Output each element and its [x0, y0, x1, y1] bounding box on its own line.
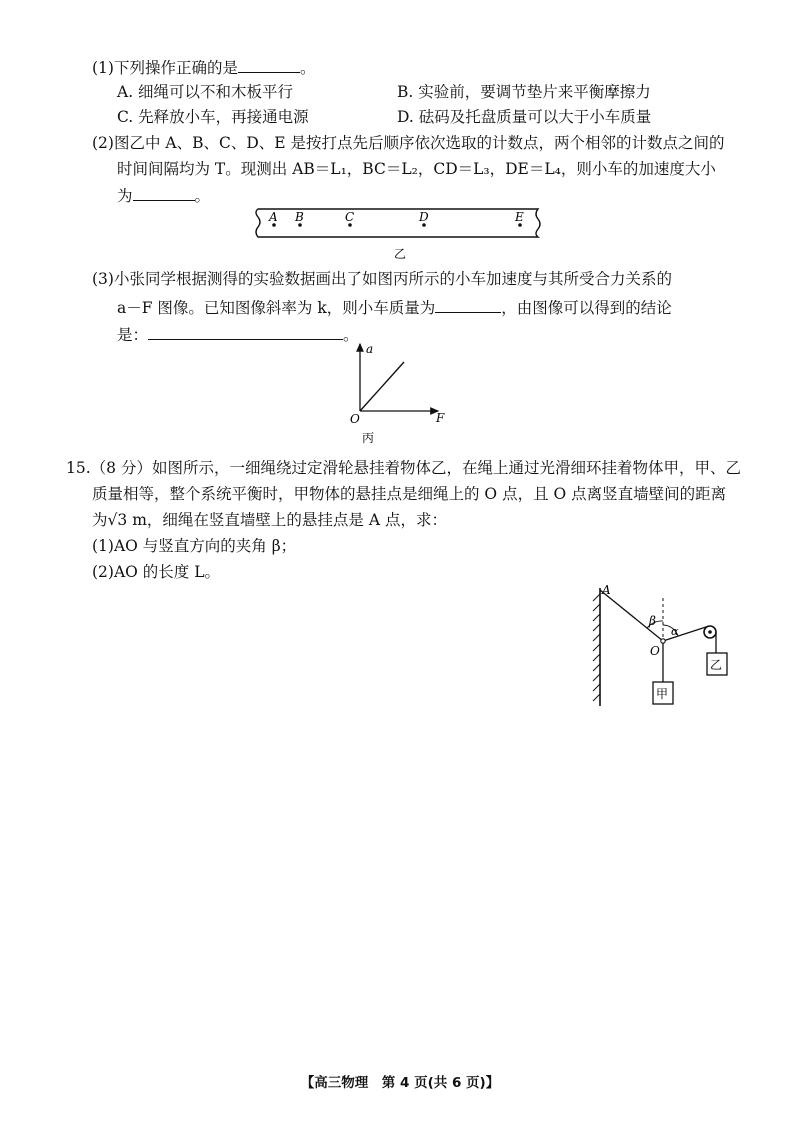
q14-part2-line3	[117, 184, 210, 207]
q15-sub1: (1)AO 与竖直方向的夹角 β；	[92, 537, 297, 555]
q14-part3-line2	[117, 296, 672, 319]
answer-blank-3[interactable]	[435, 296, 501, 313]
pulley-axle	[708, 630, 712, 634]
label-jia: 甲	[656, 687, 669, 701]
label-beta: β	[649, 614, 656, 628]
label-alpha: α	[671, 625, 679, 638]
q15-line3-text-b: m，细绳在竖直墙壁上的悬挂点是 A 点，求：	[127, 511, 447, 529]
q14-part3-end: 。	[343, 326, 359, 344]
label-yi: 乙	[710, 658, 723, 672]
q14-part3-label: 是：	[117, 326, 149, 344]
answer-blank-1[interactable]	[238, 56, 300, 73]
option-c: C. 先释放小车，再接通电源	[117, 108, 309, 126]
ring-o	[661, 639, 665, 643]
q14-part3-line3	[117, 323, 359, 346]
label-d: D	[419, 210, 429, 224]
origin-label: O	[350, 412, 360, 426]
q14-part2-label: 为	[117, 187, 133, 205]
option-d: D. 砝码及托盘质量可以大于小车质量	[397, 108, 652, 126]
label-A: A	[602, 583, 611, 597]
q14-part3-text-b: ，由图像可以得到的结论	[501, 299, 672, 317]
label-b: B	[295, 210, 304, 224]
x-axis-label: F	[436, 411, 445, 425]
rope-o-pulley	[663, 626, 709, 641]
q15-line1: 15.（8 分）如图所示，一细绳绕过定滑轮悬挂着物体乙，在绳上通过光滑细环挂着物体甲，甲、乙	[66, 459, 741, 477]
tape-figure	[250, 206, 550, 260]
label-a: A	[269, 210, 278, 224]
q14-part2-end: 。	[194, 187, 211, 205]
q14-part2-line2: 时间间隔均为 T。现测出 AB＝L₁，BC＝L₂，CD＝L₃，DE＝L₄，则小车的加速度大小	[117, 160, 716, 178]
label-O: O	[650, 644, 660, 658]
q14-part1	[92, 56, 315, 79]
answer-blank-4[interactable]	[148, 323, 343, 340]
q15-line2: 质量相等，整个系统平衡时，甲物体的悬挂点是细绳上的 O 点，且 O 点离竖直墙壁间的距离	[92, 485, 727, 503]
figure-yi-caption: 乙	[394, 247, 407, 261]
q14-part1-end: 。	[299, 59, 316, 77]
q14-part1-label: (1)下列操作正确的是	[92, 59, 238, 77]
q14-part2-line1: (2)图乙中 A、B、C、D、E 是按打点先后顺序依次选取的计数点，两个相邻的计数点之间的	[92, 134, 725, 152]
q15-sub2: (2)AO 的长度 L。	[92, 563, 221, 581]
page-footer: 【高三物理 第 4 页(共 6 页)】	[300, 1075, 500, 1091]
sqrt3: √3	[107, 511, 128, 529]
q14-part3-text-a: a－F 图像。已知图像斜率为 k，则小车质量为	[117, 299, 436, 317]
q14-part3-line1: (3)小张同学根据测得的实验数据画出了如图丙所示的小车加速度与其所受合力关系的	[92, 270, 672, 288]
pulley-figure	[580, 578, 740, 718]
q15-line3-text-a: 为	[92, 511, 108, 529]
y-axis-label: a	[366, 342, 374, 356]
option-a: A. 细绳可以不和木板平行	[117, 83, 294, 101]
label-c: C	[345, 210, 355, 224]
a-f-graph	[340, 340, 460, 450]
label-e: E	[515, 210, 524, 224]
graph-line	[360, 362, 404, 411]
option-b: B. 实验前，要调节垫片来平衡摩擦力	[397, 83, 651, 101]
figure-bing-caption: 丙	[362, 431, 375, 445]
q15-line3	[92, 509, 447, 531]
answer-blank-2[interactable]	[133, 184, 195, 201]
